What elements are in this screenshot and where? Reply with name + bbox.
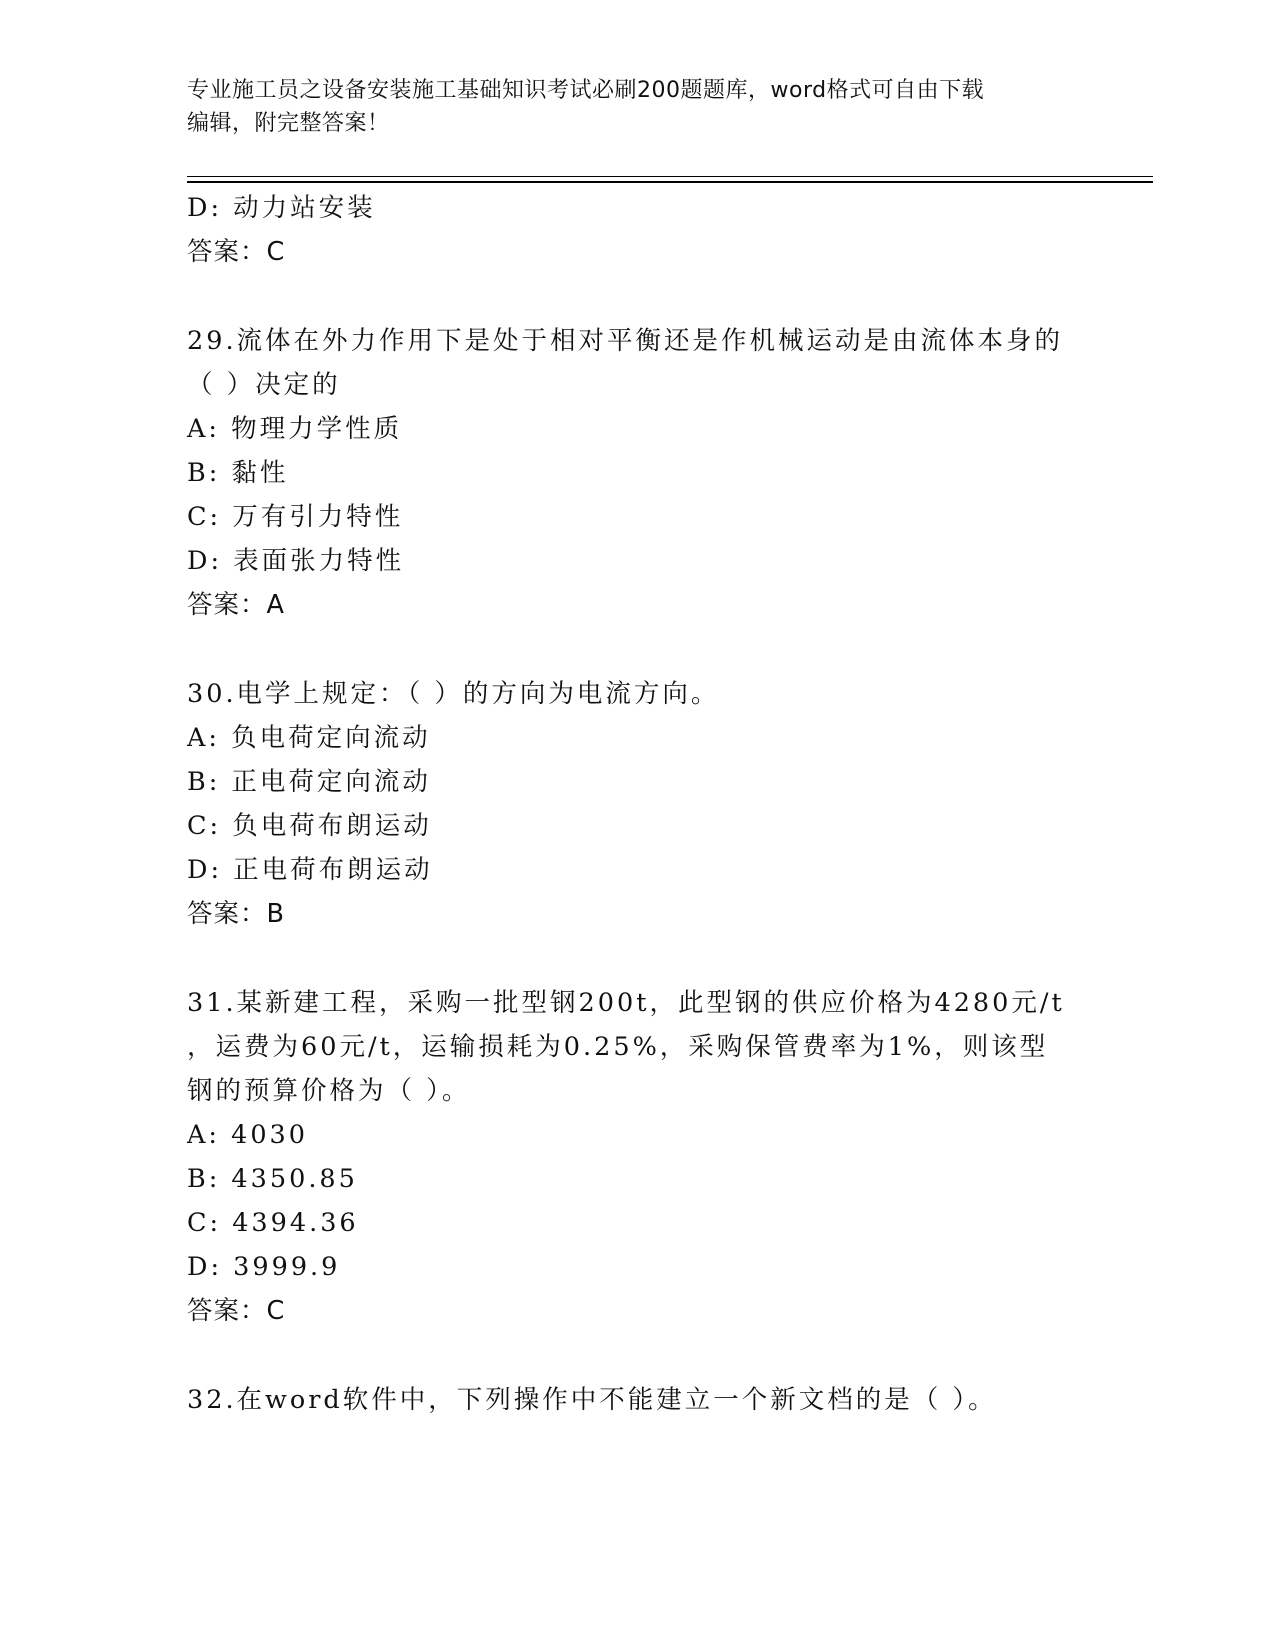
question-29-stem-line-2: （ ）决定的 bbox=[187, 370, 341, 400]
document-header bbox=[187, 74, 1087, 140]
question-30-option-d: D: 正电荷布朗运动 bbox=[187, 855, 433, 885]
header-line-2: 编辑，附完整答案！ bbox=[187, 111, 390, 136]
header-line-1: 专业施工员之设备安装施工基础知识考试必刷200题题库，word格式可自由下载 bbox=[187, 78, 985, 103]
option-d: D: 动力站安装 bbox=[187, 193, 376, 223]
question-29-option-a: A: 物理力学性质 bbox=[187, 414, 403, 444]
answer-line: 答案：C bbox=[187, 237, 286, 267]
question-31-option-d: D: 3999.9 bbox=[187, 1252, 341, 1282]
question-30-stem: 30.电学上规定：（ ）的方向为电流方向。 bbox=[187, 679, 720, 709]
header-rule-top bbox=[187, 176, 1153, 177]
question-31-stem-line-3: 钢的预算价格为（ ）。 bbox=[187, 1076, 471, 1106]
question-29-answer: 答案：A bbox=[187, 590, 285, 620]
question-31-stem-line-1: 31.某新建工程，采购一批型钢200t，此型钢的供应价格为4280元/t bbox=[187, 988, 1065, 1018]
question-29-option-b: B: 黏性 bbox=[187, 458, 289, 488]
question-31-stem-line-2: ，运费为60元/t，运输损耗为0.25%，采购保管费率为1%，则该型 bbox=[187, 1032, 1049, 1062]
question-30-option-b: B: 正电荷定向流动 bbox=[187, 767, 431, 797]
question-31-option-a: A: 4030 bbox=[187, 1120, 309, 1150]
question-29-option-c: C: 万有引力特性 bbox=[187, 502, 404, 532]
question-31-option-b: B: 4350.85 bbox=[187, 1164, 358, 1194]
question-31-option-c: C: 4394.36 bbox=[187, 1208, 359, 1238]
question-31-answer: 答案：C bbox=[187, 1296, 286, 1326]
question-29-stem-line-1: 29.流体在外力作用下是处于相对平衡还是作机械运动是由流体本身的 bbox=[187, 326, 1064, 356]
question-30-option-c: C: 负电荷布朗运动 bbox=[187, 811, 432, 841]
question-30-option-a: A: 负电荷定向流动 bbox=[187, 723, 431, 753]
question-29-option-d: D: 表面张力特性 bbox=[187, 546, 405, 576]
question-30-answer: 答案：B bbox=[187, 899, 285, 929]
question-32-stem: 32.在word软件中，下列操作中不能建立一个新文档的是（ ）。 bbox=[187, 1385, 997, 1415]
header-rule-bottom bbox=[187, 181, 1153, 183]
